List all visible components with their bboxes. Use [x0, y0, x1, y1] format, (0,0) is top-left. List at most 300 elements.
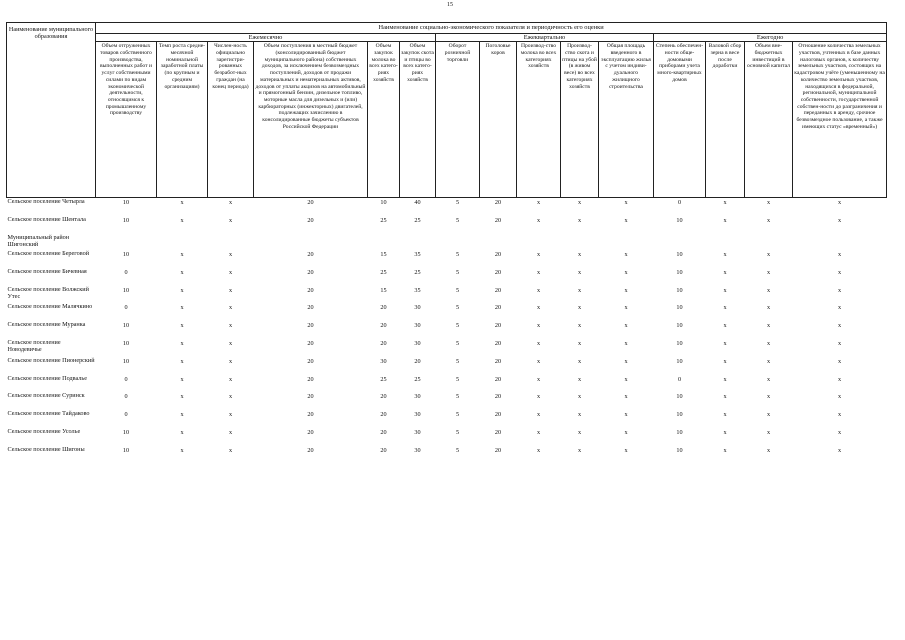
cell-value: x — [577, 199, 582, 207]
table-cell — [254, 410, 368, 428]
table-cell — [745, 234, 793, 250]
table-cell — [654, 410, 706, 428]
table-cell — [436, 216, 480, 234]
table-cell — [400, 392, 436, 410]
table-cell — [368, 375, 400, 393]
table-cell — [157, 268, 208, 286]
cell-value: 20 — [380, 393, 387, 401]
table-cell — [400, 428, 436, 446]
cell-value: 0 — [677, 375, 682, 383]
table-cell — [208, 339, 254, 357]
table-cell — [254, 321, 368, 339]
table-cell — [517, 357, 561, 375]
table-row — [7, 339, 887, 357]
table-cell — [517, 446, 561, 464]
table-cell — [436, 198, 480, 216]
cell-value: 10 — [122, 322, 130, 330]
table-cell — [96, 339, 157, 357]
table-cell — [157, 216, 208, 234]
cell-value: x — [624, 428, 628, 436]
table-cell — [561, 375, 599, 393]
table-cell — [157, 286, 208, 304]
table-cell — [368, 250, 400, 268]
table-cell — [480, 410, 517, 428]
table-cell — [96, 375, 157, 393]
table-cell — [157, 321, 208, 339]
table-cell — [599, 392, 654, 410]
cell-value: x — [577, 428, 582, 436]
cell-value: x — [838, 304, 842, 312]
col-header-livestock-production: Производ-ство скота и птицы на убой (в живом весе) во всех категориях хозяйств — [561, 42, 599, 198]
cell-value: 20 — [494, 393, 502, 401]
cell-value: x — [577, 268, 582, 276]
cell-value — [517, 234, 561, 235]
municipality-name: Сельское поселение Тайдаково — [7, 410, 90, 418]
table-cell — [400, 286, 436, 304]
cell-value: x — [766, 304, 771, 312]
cell-value — [208, 234, 254, 235]
table-cell — [436, 428, 480, 446]
cell-value: x — [228, 411, 233, 419]
table-cell — [706, 357, 745, 375]
cell-value: x — [723, 268, 727, 276]
cell-value: 20 — [307, 446, 314, 454]
table-cell — [561, 321, 599, 339]
cell-value: 20 — [307, 250, 314, 258]
cell-value: x — [228, 393, 233, 401]
cell-value — [436, 234, 480, 235]
cell-value: 25 — [380, 375, 387, 383]
cell-value: 25 — [414, 217, 421, 225]
table-cell — [480, 303, 517, 321]
table-cell — [400, 321, 436, 339]
col-header-milk-purchase: Объем закупок молока во всех катего-риях хозяйств — [368, 42, 400, 198]
table-cell — [706, 303, 745, 321]
cell-value: x — [536, 411, 541, 419]
table-cell — [517, 428, 561, 446]
table-cell — [561, 198, 599, 216]
table-cell — [599, 286, 654, 304]
table-cell — [599, 339, 654, 357]
table-cell — [208, 198, 254, 216]
table-cell — [793, 250, 887, 268]
col-header-land-plots-ratio: Отношение количества земельных участков, учтенных в базе данных налоговых органов, к количеству земельных участков, состоящих на кадастровом учёте (уменьшенному на количество земельных участков, находящихся в федеральной, региональной, муниципальной собственности, государственной собствен-ности до разграничения и переданных в аренду, срочное безвозмездное пользование, а также имеющих статус «временный») — [793, 42, 887, 198]
table-cell — [745, 303, 793, 321]
cell-value: 20 — [380, 339, 387, 347]
table-cell — [706, 234, 745, 250]
cell-value: x — [838, 199, 842, 207]
cell-value: x — [536, 322, 541, 330]
table-cell — [517, 392, 561, 410]
cell-value: x — [536, 199, 541, 207]
cell-value: x — [536, 304, 541, 312]
cell-value: 10 — [676, 339, 683, 347]
table-cell — [368, 198, 400, 216]
period-quarterly-header: Ежеквартально — [436, 33, 654, 42]
cell-value: x — [766, 286, 771, 294]
table-cell — [400, 303, 436, 321]
table-cell — [706, 428, 745, 446]
cell-value: 20 — [307, 357, 314, 365]
table-cell — [368, 286, 400, 304]
table-cell — [400, 198, 436, 216]
table-cell — [368, 410, 400, 428]
table-cell — [480, 216, 517, 234]
table-cell — [706, 446, 745, 464]
cell-value: 10 — [122, 199, 130, 207]
table-cell — [599, 375, 654, 393]
col-header-retail-turnover: Оборот розничной торговли — [436, 42, 480, 198]
table-cell — [745, 392, 793, 410]
table-cell — [654, 286, 706, 304]
table-cell — [793, 321, 887, 339]
table-cell — [480, 392, 517, 410]
table-cell — [561, 250, 599, 268]
cell-value: 10 — [676, 268, 683, 276]
col-header-meter-coverage: Степень обеспечен-ности обще-домовыми приборами учета много-квартирных домов — [654, 42, 706, 198]
municipality-name: Сельское поселение Муранка — [7, 321, 86, 329]
table-cell — [436, 303, 480, 321]
table-cell — [561, 286, 599, 304]
table-cell — [654, 198, 706, 216]
table-cell — [254, 216, 368, 234]
cell-value: 15 — [380, 286, 387, 294]
table-cell — [254, 392, 368, 410]
table-cell — [654, 216, 706, 234]
table-cell — [157, 410, 208, 428]
cell-value: 0 — [124, 268, 128, 276]
table-cell — [745, 250, 793, 268]
table-cell — [96, 234, 157, 250]
cell-value: x — [536, 393, 541, 401]
cell-value: x — [838, 375, 842, 383]
cell-value: x — [624, 217, 628, 225]
cell-value: 20 — [494, 339, 502, 347]
table-cell — [793, 234, 887, 250]
cell-value: 20 — [307, 375, 314, 383]
table-cell — [254, 303, 368, 321]
cell-value: 5 — [455, 446, 460, 454]
table-row — [7, 303, 887, 321]
table-cell — [706, 375, 745, 393]
municipality-name: Сельское поселение Пионерский — [7, 356, 95, 364]
cell-value: 20 — [307, 428, 314, 436]
cell-value: x — [577, 304, 582, 312]
table-cell — [480, 321, 517, 339]
table-cell — [517, 375, 561, 393]
cell-value: 10 — [676, 428, 683, 436]
table-cell — [480, 357, 517, 375]
table-cell — [517, 303, 561, 321]
table-cell — [368, 268, 400, 286]
table-cell — [654, 268, 706, 286]
table-cell — [157, 198, 208, 216]
table-cell — [745, 410, 793, 428]
cell-value: x — [228, 217, 233, 225]
cell-value: 30 — [414, 322, 421, 330]
cell-value: x — [766, 411, 771, 419]
cell-value — [599, 234, 654, 235]
cell-value: x — [723, 304, 727, 312]
cell-value: 5 — [455, 339, 460, 347]
cell-value: 5 — [455, 217, 460, 225]
cell-value: 20 — [494, 217, 502, 225]
table-cell — [96, 321, 157, 339]
table-cell — [517, 198, 561, 216]
col-header-cow-count: Поголовье коров — [480, 42, 517, 198]
col-header-unemployed: Числен-ность официально зарегистри-рованных безработ-ных граждан (на конец периода) — [208, 42, 254, 198]
cell-value: 0 — [124, 375, 128, 383]
cell-value: x — [577, 339, 582, 347]
table-cell — [793, 216, 887, 234]
table-cell — [254, 375, 368, 393]
cell-value: x — [766, 217, 771, 225]
table-cell — [745, 446, 793, 464]
table-cell — [368, 216, 400, 234]
table-cell — [96, 446, 157, 464]
table-row — [7, 357, 887, 375]
cell-value: x — [577, 322, 582, 330]
table-cell — [517, 234, 561, 250]
table-row — [7, 216, 887, 234]
cell-value: x — [624, 304, 628, 312]
table-cell — [654, 392, 706, 410]
table-row — [7, 410, 887, 428]
table-cell — [368, 234, 400, 250]
table-cell — [480, 268, 517, 286]
cell-value: 20 — [494, 250, 502, 258]
table-cell — [96, 410, 157, 428]
table-cell — [208, 428, 254, 446]
cell-value: 20 — [380, 322, 387, 330]
cell-value: 40 — [414, 199, 421, 207]
table-cell — [654, 375, 706, 393]
table-cell — [208, 216, 254, 234]
table-cell — [436, 375, 480, 393]
table-cell — [517, 250, 561, 268]
table-cell — [599, 198, 654, 216]
col-header-investments: Объем вне-бюджетных инвестиций в основной капитал — [745, 42, 793, 198]
cell-value: x — [228, 339, 233, 347]
cell-value: x — [624, 339, 628, 347]
cell-value: x — [723, 199, 727, 207]
cell-value: x — [723, 446, 727, 454]
cell-value: 10 — [122, 286, 130, 294]
cell-value: 20 — [494, 357, 502, 365]
cell-value: x — [723, 375, 727, 383]
table-cell — [706, 268, 745, 286]
table-cell — [480, 339, 517, 357]
page-number: 15 — [447, 2, 453, 8]
table-cell — [400, 357, 436, 375]
municipality-name: Сельское поселение Береговой — [7, 249, 90, 257]
cell-value: 20 — [494, 446, 502, 454]
cell-value: 20 — [307, 339, 314, 347]
cell-value: 10 — [676, 393, 683, 401]
table-cell — [368, 303, 400, 321]
table-cell — [157, 392, 208, 410]
cell-value: 20 — [494, 428, 502, 436]
table-cell — [517, 410, 561, 428]
table-cell — [706, 198, 745, 216]
col-header-livestock-purchase: Объем закупок скота и птицы во всех катего-риях хозяйств — [400, 42, 436, 198]
table-cell — [517, 216, 561, 234]
cell-value: x — [180, 446, 184, 454]
table-cell — [654, 339, 706, 357]
cell-value: x — [766, 199, 771, 207]
cell-value: 30 — [414, 304, 421, 312]
cell-value: x — [180, 304, 184, 312]
table-cell — [480, 286, 517, 304]
cell-value: x — [536, 250, 541, 258]
table-cell — [254, 339, 368, 357]
cell-value: x — [180, 357, 184, 365]
col-header-grain-harvest: Валовой сбор зерна в весе после доработки — [706, 42, 745, 198]
cell-value: x — [838, 428, 842, 436]
cell-value: 20 — [307, 411, 314, 419]
table-cell — [254, 250, 368, 268]
table-cell — [706, 339, 745, 357]
col-header-wage-growth: Темп роста средне-месячной номинальной заработной платы (по крупным и средним организациям) — [157, 42, 208, 198]
table-cell — [793, 198, 887, 216]
cell-value — [745, 234, 793, 235]
table-cell — [793, 375, 887, 393]
table-cell — [254, 286, 368, 304]
cell-value: 20 — [380, 446, 387, 454]
municipality-name: Сельское поселение Суринск — [7, 392, 85, 400]
table-cell — [561, 357, 599, 375]
table-cell — [400, 268, 436, 286]
table-cell — [561, 234, 599, 250]
cell-value — [561, 234, 599, 235]
table-cell — [793, 428, 887, 446]
table-cell — [706, 392, 745, 410]
table-cell — [654, 250, 706, 268]
district-row — [7, 234, 887, 250]
period-yearly-header: Ежегодно — [654, 33, 887, 42]
table-cell — [254, 446, 368, 464]
table-cell — [436, 286, 480, 304]
table-cell — [745, 216, 793, 234]
table-cell — [599, 321, 654, 339]
cell-value: 10 — [676, 411, 683, 419]
table-cell — [157, 234, 208, 250]
table-cell — [96, 216, 157, 234]
cell-value: 10 — [676, 250, 683, 258]
cell-value: x — [228, 199, 233, 207]
cell-value: 5 — [455, 393, 460, 401]
cell-value — [400, 234, 436, 235]
cell-value: x — [766, 250, 771, 258]
cell-value: x — [536, 339, 541, 347]
cell-value: 20 — [494, 411, 502, 419]
cell-value: 10 — [380, 199, 387, 207]
cell-value: 5 — [455, 428, 460, 436]
col-header-milk-production: Производ-ство молока во всех категориях хозяйств — [517, 42, 561, 198]
table-cell — [208, 303, 254, 321]
table-cell — [654, 428, 706, 446]
table-cell — [96, 392, 157, 410]
table-row — [7, 250, 887, 268]
cell-value: 20 — [380, 304, 387, 312]
table-cell — [208, 446, 254, 464]
table-cell — [480, 250, 517, 268]
cell-value: x — [228, 268, 233, 276]
cell-value: x — [180, 217, 184, 225]
cell-value: 20 — [380, 411, 387, 419]
cell-value: x — [577, 411, 582, 419]
cell-value: x — [766, 393, 771, 401]
table-cell — [654, 321, 706, 339]
cell-value: 0 — [124, 411, 128, 419]
table-cell — [561, 428, 599, 446]
cell-value: x — [228, 304, 233, 312]
cell-value: x — [766, 357, 771, 365]
cell-value: 10 — [122, 339, 130, 347]
cell-value: x — [838, 446, 842, 454]
cell-value: 10 — [122, 357, 130, 365]
cell-value: x — [723, 250, 727, 258]
cell-value: x — [723, 411, 727, 419]
table-row — [7, 375, 887, 393]
table-cell — [745, 268, 793, 286]
cell-value: 0 — [124, 304, 128, 312]
cell-value: x — [228, 286, 233, 294]
table-cell — [368, 392, 400, 410]
cell-value: x — [180, 322, 184, 330]
cell-value: x — [577, 217, 582, 225]
cell-value: x — [838, 357, 842, 365]
cell-value: 5 — [455, 268, 460, 276]
municipality-name: Муниципальный район Шигонский — [7, 233, 70, 249]
table-cell — [561, 303, 599, 321]
table-cell — [745, 357, 793, 375]
table-cell — [96, 357, 157, 375]
cell-value: x — [624, 322, 628, 330]
table-cell — [436, 410, 480, 428]
cell-value: x — [838, 286, 842, 294]
table-cell — [400, 410, 436, 428]
table-cell — [436, 234, 480, 250]
cell-value: 20 — [307, 286, 314, 294]
municipality-name: Сельское поселение Шигоны — [7, 445, 85, 453]
table-cell — [706, 286, 745, 304]
cell-value: 35 — [414, 286, 421, 294]
cell-value: 10 — [676, 446, 683, 454]
cell-value: x — [723, 339, 727, 347]
table-cell — [706, 321, 745, 339]
table-cell — [793, 357, 887, 375]
cell-value: x — [228, 322, 233, 330]
municipality-name: Сельское поселение Бичевная — [7, 267, 87, 275]
table-cell — [96, 198, 157, 216]
table-cell — [208, 321, 254, 339]
cell-value: x — [180, 199, 184, 207]
cell-value: x — [723, 393, 727, 401]
cell-value: x — [766, 322, 771, 330]
table-cell — [400, 250, 436, 268]
cell-value: x — [723, 357, 727, 365]
table-cell — [436, 392, 480, 410]
cell-value: x — [228, 375, 233, 383]
cell-value: x — [536, 357, 541, 365]
table-cell — [599, 410, 654, 428]
cell-value: x — [624, 286, 628, 294]
cell-value: 20 — [307, 393, 314, 401]
col-header-shipped-goods: Объем отгруженных товаров собственного производства, выполненных работ и услуг собственными силами по видам экономической деятельности, относящимся к промышленному производству — [96, 42, 157, 198]
table-cell — [599, 357, 654, 375]
table-cell — [254, 428, 368, 446]
